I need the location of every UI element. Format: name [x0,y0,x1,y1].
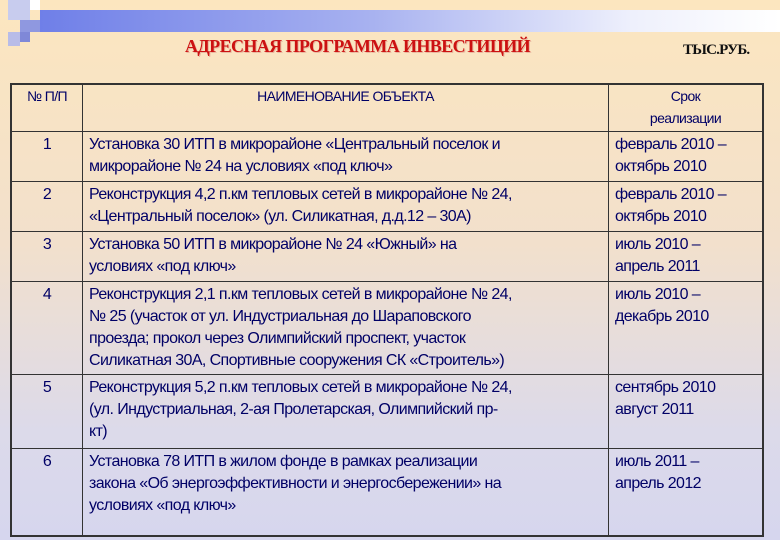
investment-table [10,83,764,537]
header-num: № П/П [11,84,83,132]
row-name: Установка 78 ИТП в жилом фонде в рамках реализации закона «Об энергоэффективности и энергосбережении» на условиях «под ключ» [83,449,609,536]
row-term: июль 2011 – апрель 2012 [609,449,764,536]
decor-square [20,20,40,32]
table-row [11,182,763,232]
row-name: Реконструкция 4,2 п.км тепловых сетей в микрорайоне № 24, «Центральный поселок» (ул. Силикатная, д.д.12 – 30А) [83,182,609,232]
currency-unit: ТЫС.РУБ. [683,42,750,58]
header-name: НАИМЕНОВАНИЕ ОБЪЕКТА [83,84,609,132]
row-term: февраль 2010 – октябрь 2010 [609,182,764,232]
row-num: 2 [11,182,83,232]
header-term: Срок реализации [609,84,764,132]
row-num: 3 [11,232,83,282]
row-num: 1 [11,132,83,182]
decor-square [8,32,20,46]
header-gradient-bar [40,10,780,32]
row-name: Установка 50 ИТП в микрорайоне № 24 «Южный» на условиях «под ключ» [83,232,609,282]
table-row [11,232,763,282]
row-term: июль 2010 – декабрь 2010 [609,282,764,375]
page-title: АДРЕСНАЯ ПРОГРАММА ИНВЕСТИЦИЙ [185,36,531,56]
row-num: 6 [11,449,83,536]
table-row [11,132,763,182]
decor-square [20,32,30,42]
row-name: Реконструкция 5,2 п.км тепловых сетей в микрорайоне № 24, (ул. Индустриальная, 2-ая Пролетарская, Олимпийский пр- кт) [83,375,609,449]
row-name: Установка 30 ИТП в микрорайоне «Центральный поселок и микрорайоне № 24 на условиях «под ключ» [83,132,609,182]
table-row [11,282,763,375]
table-row [11,375,763,449]
table-row [11,449,763,536]
decor-square [30,0,40,10]
table-header-row [11,84,763,132]
decor-square [8,0,30,20]
row-num: 5 [11,375,83,449]
row-num: 4 [11,282,83,375]
row-term: июль 2010 – апрель 2011 [609,232,764,282]
row-term: февраль 2010 – октябрь 2010 [609,132,764,182]
row-name: Реконструкция 2,1 п.км тепловых сетей в микрорайоне № 24, № 25 (участок от ул. Индустриальная до Шараповского проезда; прокол через Олимпийский проспект, участок Силикатная 30А, Спортивные сооружения СК «Строитель») [83,282,609,375]
row-term: сентябрь 2010 август 2011 [609,375,764,449]
